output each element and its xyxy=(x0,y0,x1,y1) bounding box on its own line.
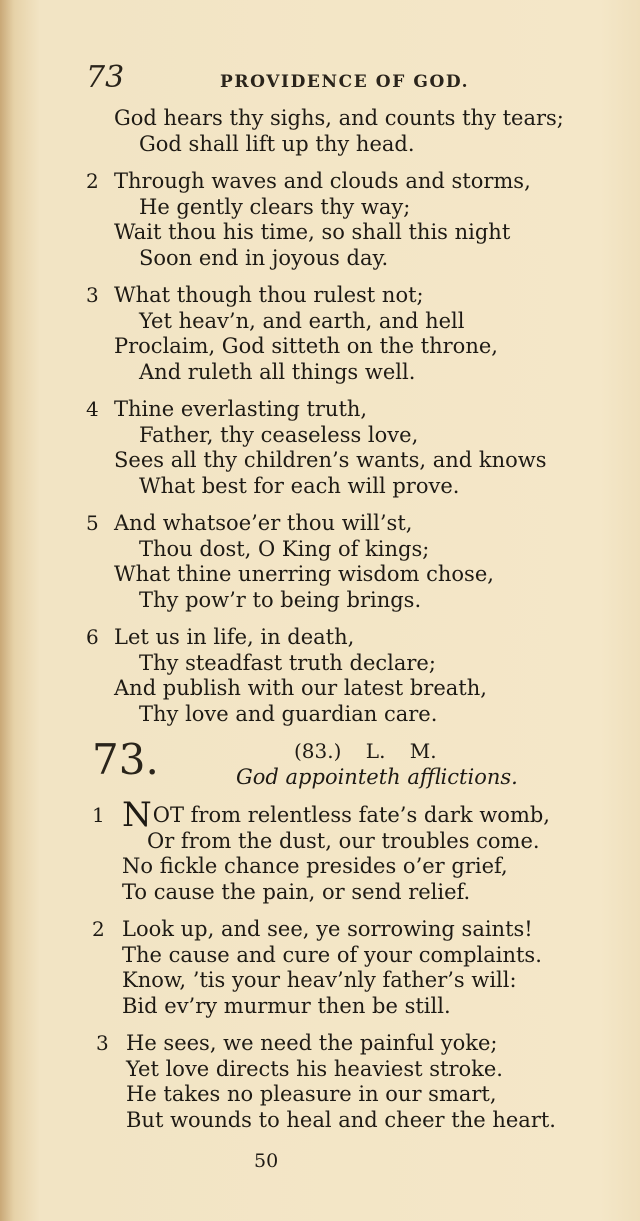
stanza xyxy=(88,625,628,727)
verse-line: What thine unerring wisdom chose, xyxy=(114,562,494,586)
stanza-number: 5 xyxy=(86,511,99,535)
drop-cap: N xyxy=(122,795,152,835)
verse-line: Thy steadfast truth declare; xyxy=(139,650,436,675)
stanza xyxy=(88,511,628,613)
verse-line: Let us in life, in death, xyxy=(114,625,355,649)
stanza xyxy=(88,283,628,385)
stanza xyxy=(88,917,628,1019)
verse-line: Yet love directs his heaviest stroke. xyxy=(126,1056,503,1081)
stanza xyxy=(88,1031,628,1133)
meter-label: L. M. xyxy=(365,739,437,763)
verse-line: Proclaim, God sitteth on the throne, xyxy=(114,334,498,358)
tune-reference: (83.) xyxy=(294,739,342,763)
verse-line: Father, thy ceaseless love, xyxy=(139,422,419,447)
verse-line: Or from the dust, our troubles come. xyxy=(147,828,540,853)
stanza xyxy=(88,795,628,905)
verse-line: God shall lift up thy head. xyxy=(139,131,415,156)
verse-line: Wait thou his time, so shall this night xyxy=(114,220,511,244)
verse-line-rest: OT from relentless fate’s dark womb, xyxy=(152,803,550,827)
stanza-number: 1 xyxy=(92,803,105,827)
stanza-number: 3 xyxy=(86,283,99,307)
stanza xyxy=(88,169,628,271)
page-header xyxy=(86,60,626,100)
stanza-number: 2 xyxy=(86,169,99,193)
verse-line: What best for each will prove. xyxy=(139,473,460,498)
stanza-number: 4 xyxy=(86,397,99,421)
stanza-number: 6 xyxy=(86,625,99,649)
page-body xyxy=(88,106,628,1145)
hymn-subtitle: God appointeth afflictions. xyxy=(236,765,518,789)
verse-line: To cause the pain, or send relief. xyxy=(122,879,471,904)
verse-line: Bid ev’ry murmur then be still. xyxy=(122,993,451,1018)
verse-line: And whatsoe’er thou will’st, xyxy=(114,511,413,535)
verse-line: Thy love and guardian care. xyxy=(139,701,438,726)
verse-line: What though thou rulest not; xyxy=(114,283,424,307)
verse-line: He takes no pleasure in our smart, xyxy=(126,1082,497,1106)
verse-line: Thou dost, O King of kings; xyxy=(139,536,430,561)
hymn-number: 73. xyxy=(92,735,159,784)
verse-line: Look up, and see, ye sorrowing saints! xyxy=(122,917,533,941)
stanza-number: 2 xyxy=(92,917,105,941)
verse-line: No fickle chance presides o’er grief, xyxy=(122,854,508,878)
stanza-number: 3 xyxy=(96,1031,109,1055)
verse-line: Sees all thy children’s wants, and knows xyxy=(114,448,547,472)
verse-line: Know, ’tis your heav’nly father’s will: xyxy=(122,968,517,992)
verse-line: He gently clears thy way; xyxy=(139,194,411,219)
verse-line: And ruleth all things well. xyxy=(139,359,416,384)
verse-line: Through waves and clouds and storms, xyxy=(114,169,531,193)
verse-line: But wounds to heal and cheer the heart. xyxy=(126,1107,556,1132)
stanza-continued xyxy=(88,106,628,157)
verse-line: Soon end in joyous day. xyxy=(139,245,389,270)
stanza xyxy=(88,397,628,499)
hymn-meter xyxy=(294,739,437,763)
verse-line: God hears thy sighs, and counts thy tears; xyxy=(114,106,564,130)
page-number: 73 xyxy=(86,60,125,95)
verse-line: The cause and cure of your complaints. xyxy=(122,942,542,967)
verse-line: Thy pow’r to being brings. xyxy=(139,587,422,612)
verse-line-first xyxy=(122,795,628,835)
verse-line: And publish with our latest breath, xyxy=(114,676,487,700)
verse-line: Yet heav’n, and earth, and hell xyxy=(139,308,465,333)
hymn-heading xyxy=(88,735,628,803)
verse-line: Thine everlasting truth, xyxy=(114,397,368,421)
running-title: PROVIDENCE OF GOD. xyxy=(220,72,470,92)
verse-line: He sees, we need the painful yoke; xyxy=(126,1031,498,1055)
signature-mark: 50 xyxy=(254,1150,279,1172)
